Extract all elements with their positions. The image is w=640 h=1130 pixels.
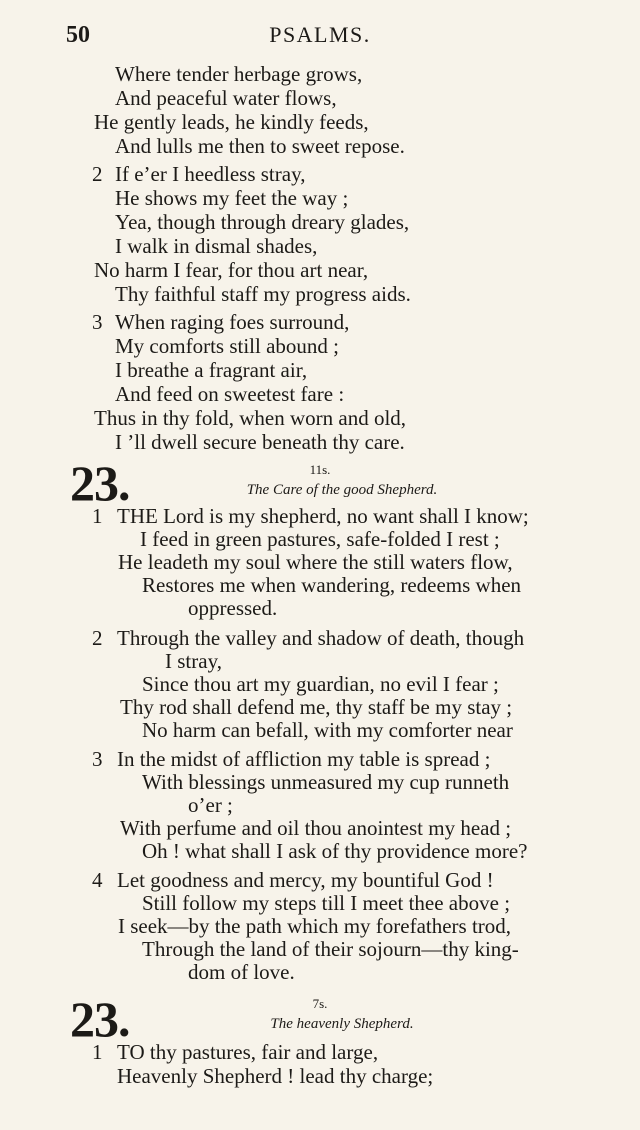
stanza-number: 2 bbox=[92, 162, 103, 186]
verse-line: And lulls me then to sweet repose. bbox=[115, 134, 405, 158]
verse-line: I seek—by the path which my forefathers trod, bbox=[118, 914, 512, 938]
verse-line: Yea, though through dreary glades, bbox=[115, 210, 410, 234]
verse-line: Thy rod shall defend me, thy staff be my stay ; bbox=[120, 695, 513, 719]
verse-line: No harm can befall, with my comforter near bbox=[142, 718, 513, 742]
verse-line: Oh ! what shall I ask of thy providence more? bbox=[142, 839, 528, 863]
page-number: 50 bbox=[66, 22, 90, 48]
verse-line: Since thou art my guardian, no evil I fear ; bbox=[142, 672, 499, 696]
hymn-title: The Care of the good Shepherd. bbox=[246, 482, 438, 498]
verse-line: Still follow my steps till I meet thee above ; bbox=[142, 891, 511, 915]
verse-line: I feed in green pastures, safe-folded I rest ; bbox=[140, 527, 500, 551]
stanza-number: 4 bbox=[92, 868, 103, 892]
verse-line: I stray, bbox=[165, 649, 222, 673]
page-header bbox=[0, 20, 640, 54]
hymn-number: 23. bbox=[70, 455, 130, 511]
verse-line: When raging foes surround, bbox=[115, 310, 350, 334]
running-title: PSALMS. bbox=[269, 22, 371, 47]
hymn-number: 23. bbox=[70, 991, 130, 1047]
verse-line: Heavenly Shepherd ! lead thy charge; bbox=[117, 1064, 434, 1088]
verse-line: In the midst of affliction my table is spread ; bbox=[117, 747, 491, 771]
verse-line: And peaceful water flows, bbox=[115, 86, 337, 110]
verse-line: He leadeth my soul where the still waters flow, bbox=[118, 550, 513, 574]
verse-line: If e’er I heedless stray, bbox=[115, 162, 306, 186]
verse-line: o’er ; bbox=[188, 793, 233, 817]
verse-line: Thy faithful staff my progress aids. bbox=[115, 282, 411, 306]
verse-line: He gently leads, he kindly feeds, bbox=[94, 110, 369, 134]
stanza-number: 1 bbox=[92, 1040, 103, 1064]
verse-line: My comforts still abound ; bbox=[115, 334, 339, 358]
stanza-number: 1 bbox=[92, 504, 103, 528]
verse-line: THE Lord is my shepherd, no want shall I know; bbox=[117, 504, 529, 528]
verse-line: With blessings unmeasured my cup runneth bbox=[142, 770, 510, 794]
verse-line: I breathe a fragrant air, bbox=[115, 358, 308, 382]
verse-line: dom of love. bbox=[188, 960, 295, 984]
verse-line: oppressed. bbox=[188, 596, 278, 620]
verse-line: No harm I fear, for thou art near, bbox=[94, 258, 369, 282]
verse-line: Restores me when wandering, redeems when bbox=[142, 573, 522, 597]
verse-line: He shows my feet the way ; bbox=[115, 186, 349, 210]
verse-line: Thus in thy fold, when worn and old, bbox=[94, 406, 407, 430]
verse-line: And feed on sweetest fare : bbox=[115, 382, 345, 406]
stanza-number: 3 bbox=[92, 747, 103, 771]
hymn-meter: 11s. bbox=[309, 462, 331, 477]
verse-line: Let goodness and mercy, my bountiful God ! bbox=[117, 868, 494, 892]
stanza-number: 2 bbox=[92, 626, 103, 650]
verse-line: TO thy pastures, fair and large, bbox=[117, 1040, 379, 1064]
stanza-number: 3 bbox=[92, 310, 103, 334]
hymn-title: The heavenly Shepherd. bbox=[270, 1016, 414, 1032]
verse-line: Through the valley and shadow of death, though bbox=[117, 626, 525, 650]
verse-line: With perfume and oil thou anointest my head ; bbox=[120, 816, 512, 840]
verse-line: Where tender herbage grows, bbox=[115, 62, 363, 86]
verse-line: I walk in dismal shades, bbox=[115, 234, 318, 258]
verse-line: Through the land of their sojourn—thy king- bbox=[142, 937, 519, 961]
hymn-meter: 7s. bbox=[312, 996, 328, 1011]
verse-line: I ’ll dwell secure beneath thy care. bbox=[115, 430, 405, 454]
